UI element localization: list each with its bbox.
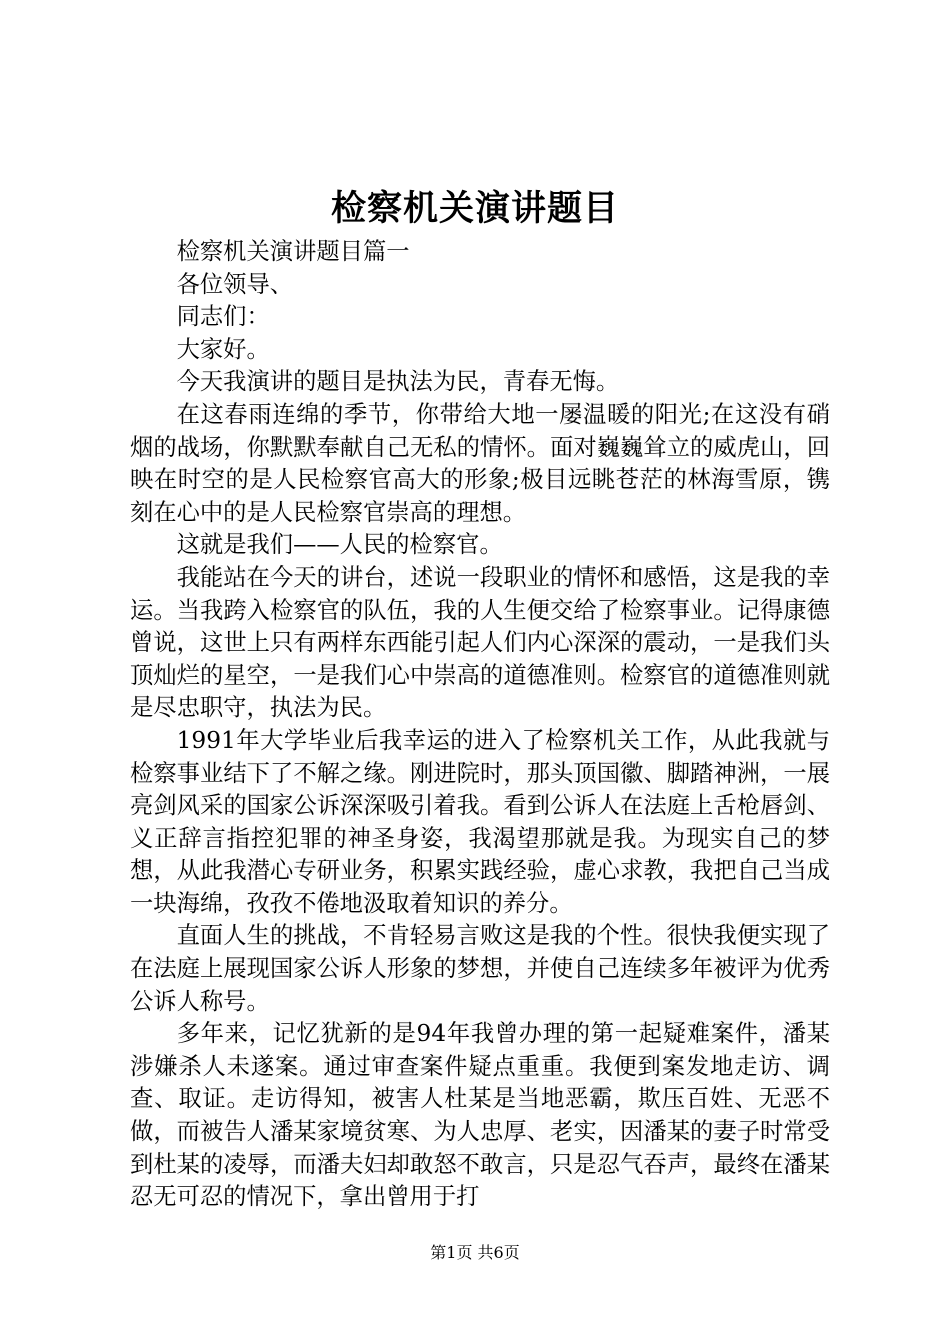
- paragraph: 我能站在今天的讲台，述说一段职业的情怀和感悟，这是我的幸运。当我跨入检察官的队伍，我的人生便交给了检察事业。记得康德曾说，这世上只有两样东西能引起人们内心深深的震动，一是我们头顶灿烂的星空，一是我们心中崇高的道德准则。检察官的道德准则就是尽忠职守，执法为民。: [130, 563, 830, 722]
- page-footer: 第1页 共6页: [430, 1243, 520, 1262]
- document-body: [130, 236, 830, 1214]
- document-title: 检察机关演讲题目: [330, 188, 619, 229]
- paragraph: 各位领导、: [176, 270, 294, 298]
- paragraph: 多年来，记忆犹新的是94年我曾办理的第一起疑难案件，潘某涉嫌杀人未遂案。通过审查案件疑点重重。我便到案发地走访、调查、取证。走访得知，被害人杜某是当地恶霸，欺压百姓、无恶不做，而被告人潘某家境贫寒、为人忠厚、老实，因潘某的妻子时常受到杜某的凌辱，而潘夫妇却敢怒不敢言，只是忍气吞声，最终在潘某忍无可忍的情况下，拿出曾用于打: [130, 1020, 830, 1211]
- paragraph: 大家好。: [176, 335, 270, 363]
- paragraph: 同志们：: [176, 303, 270, 331]
- paragraph: 检察机关演讲题目篇一: [176, 238, 410, 265]
- paragraph: 在这春雨连绵的季节，你带给大地一屡温暖的阳光;在这没有硝烟的战场，你默默奉献自己无私的情怀。面对巍巍耸立的威虎山，回映在时空的是人民检察官高大的形象;极目远眺苍茫的林海雪原，镌刻在心中的是人民检察官崇高的理想。: [130, 400, 830, 526]
- paragraph: 1991年大学毕业后我幸运的进入了检察机关工作，从此我就与检察事业结下了不解之缘。刚进院时，那头顶国徽、脚踏神洲，一展亮剑风采的国家公诉深深吸引着我。看到公诉人在法庭上舌枪唇剑、义正辞言指控犯罪的神圣身姿，我渴望那就是我。为现实自己的梦想，从此我潜心专研业务，积累实践经验，虚心求教，我把自己当成一块海绵，孜孜不倦地汲取着知识的养分。: [130, 726, 830, 917]
- paragraph: 今天我演讲的题目是执法为民，青春无悔。: [176, 368, 620, 396]
- paragraph: 这就是我们——人民的检察官。: [176, 531, 503, 559]
- paragraph: 直面人生的挑战，不肯轻易言败这是我的个性。很快我便实现了在法庭上展现国家公诉人形象的梦想，并使自己连续多年被评为优秀公诉人称号。: [130, 922, 830, 1015]
